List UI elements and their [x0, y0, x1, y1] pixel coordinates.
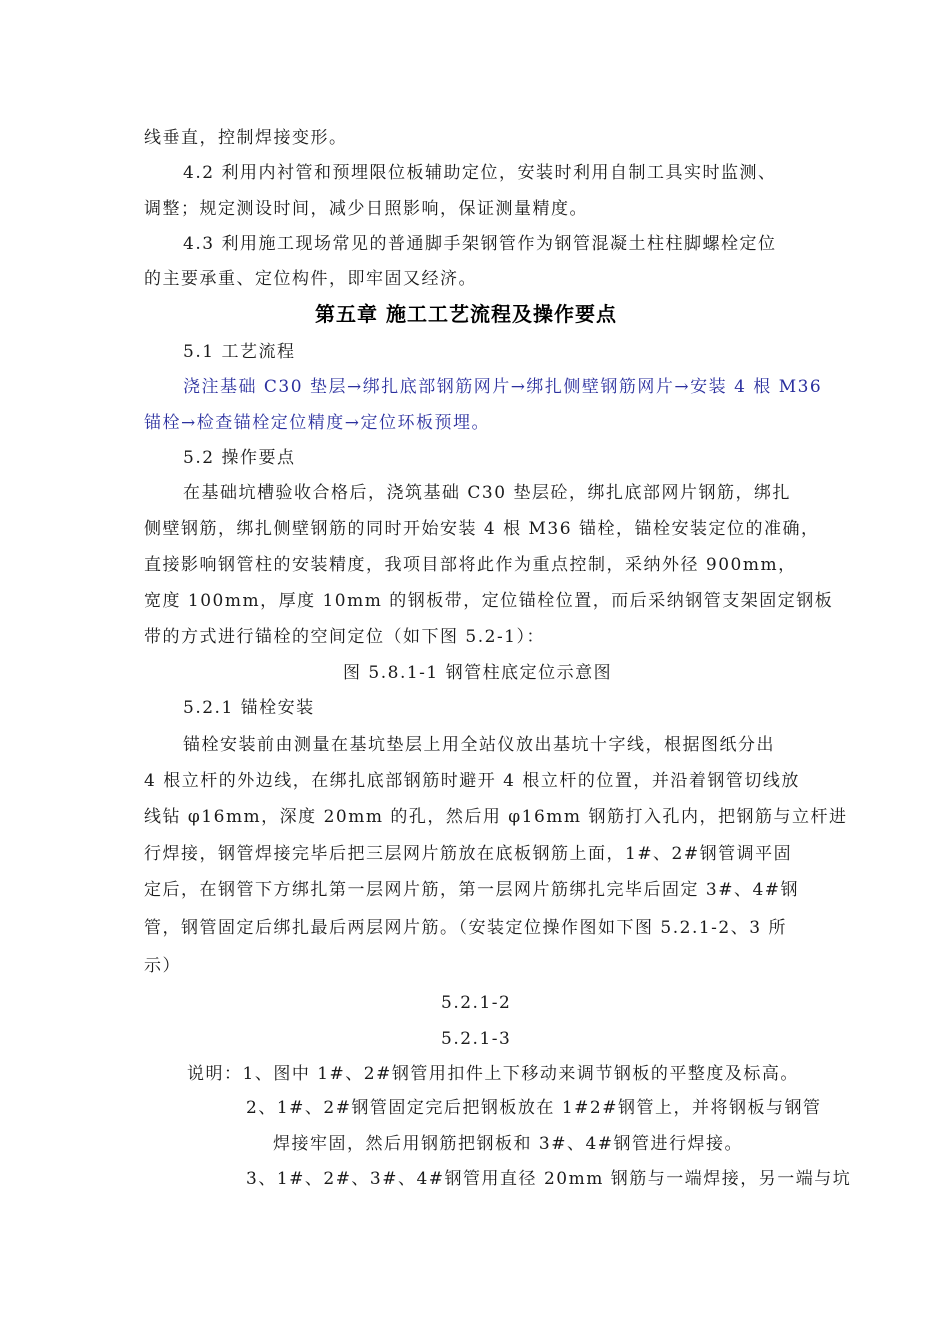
- section-5-2-1-title: 5.2.1 锚栓安装: [183, 698, 315, 718]
- intro-line: 线垂直，控制焊接变形。: [144, 128, 348, 148]
- section-5-2-para-line: 在基础坑槽验收合格后，浇筑基础 C30 垫层砼，绑扎底部网片钢筋，绑扎: [183, 483, 791, 503]
- section-5-2-para-line: 宽度 100mm，厚度 10mm 的钢板带，定位锚栓位置，而后采纳钢管支架固定钢板: [144, 591, 834, 611]
- note-2-line-2: 焊接牢固，然后用钢筋把钢板和 3#、4#钢管进行焊接。: [273, 1134, 744, 1154]
- item-4-2-line-1: 4.2 利用内衬管和预埋限位板辅助定位，安装时利用自制工具实时监测、: [183, 163, 777, 183]
- section-5-1-title: 5.1 工艺流程: [183, 342, 296, 362]
- section-5-2-para-line: 侧壁钢筋，绑扎侧壁钢筋的同时开始安装 4 根 M36 锚栓，锚栓安装定位的准确，: [144, 519, 820, 539]
- process-flow-line-2: 锚栓→检查锚栓定位精度→定位环板预埋。: [144, 413, 490, 433]
- section-5-2-para-line: 直接影响钢管柱的安装精度，我项目部将此作为重点控制，采纳外径 900mm，: [144, 555, 797, 575]
- section-5-2-1-para-line: 定后，在钢管下方绑扎第一层网片筋，第一层网片筋绑扎完毕后固定 3#、4#钢: [144, 880, 800, 900]
- note-3-line-1: 3、1#、2#、3#、4#钢管用直径 20mm 钢筋与一端焊接，另一端与坑: [246, 1169, 852, 1189]
- section-5-2-1-para-line: 线钻 φ16mm，深度 20mm 的孔，然后用 φ16mm 钢筋打入孔内，把钢筋与立杆进: [144, 807, 848, 827]
- section-5-2-para-line: 带的方式进行锚栓的空间定位（如下图 5.2-1）：: [144, 627, 545, 647]
- process-flow-line-1: 浇注基础 C30 垫层→绑扎底部钢筋网片→绑扎侧壁钢筋网片→安装 4 根 M36: [183, 377, 823, 397]
- figure-caption: 图 5.8.1-1 钢管柱底定位示意图: [343, 663, 613, 683]
- section-5-2-title: 5.2 操作要点: [183, 448, 296, 468]
- figure-label: 5.2.1-2: [441, 993, 512, 1013]
- section-5-2-1-para-line: 4 根立杆的外边线，在绑扎底部钢筋时避开 4 根立杆的位置，并沿着钢管切线放: [144, 771, 800, 791]
- item-4-2-line-2: 调整；规定测设时间，减少日照影响，保证测量精度。: [144, 199, 588, 219]
- section-5-2-1-para-line: 示）: [144, 956, 181, 976]
- item-4-3-line-2: 的主要承重、定位构件，即牢固又经济。: [144, 269, 477, 289]
- chapter-title: 第五章 施工工艺流程及操作要点: [315, 302, 617, 326]
- note-1: 说明：1、图中 1#、2#钢管用扣件上下移动来调节钢板的平整度及标高。: [187, 1064, 799, 1084]
- section-5-2-1-para-line: 管，钢管固定后绑扎最后两层网片筋。（安装定位操作图如下图 5.2.1-2、3 所: [144, 918, 787, 938]
- note-2-line-1: 2、1#、2#钢管固定完后把钢板放在 1#2#钢管上，并将钢板与钢管: [246, 1098, 822, 1118]
- item-4-3-line-1: 4.3 利用施工现场常见的普通脚手架钢管作为钢管混凝土柱柱脚螺栓定位: [183, 234, 777, 254]
- section-5-2-1-para-line: 行焊接，钢管焊接完毕后把三层网片筋放在底板钢筋上面，1#、2#钢管调平固: [144, 844, 793, 864]
- figure-label: 5.2.1-3: [441, 1029, 512, 1049]
- section-5-2-1-para-line: 锚栓安装前由测量在基坑垫层上用全站仪放出基坑十字线，根据图纸分出: [183, 735, 775, 755]
